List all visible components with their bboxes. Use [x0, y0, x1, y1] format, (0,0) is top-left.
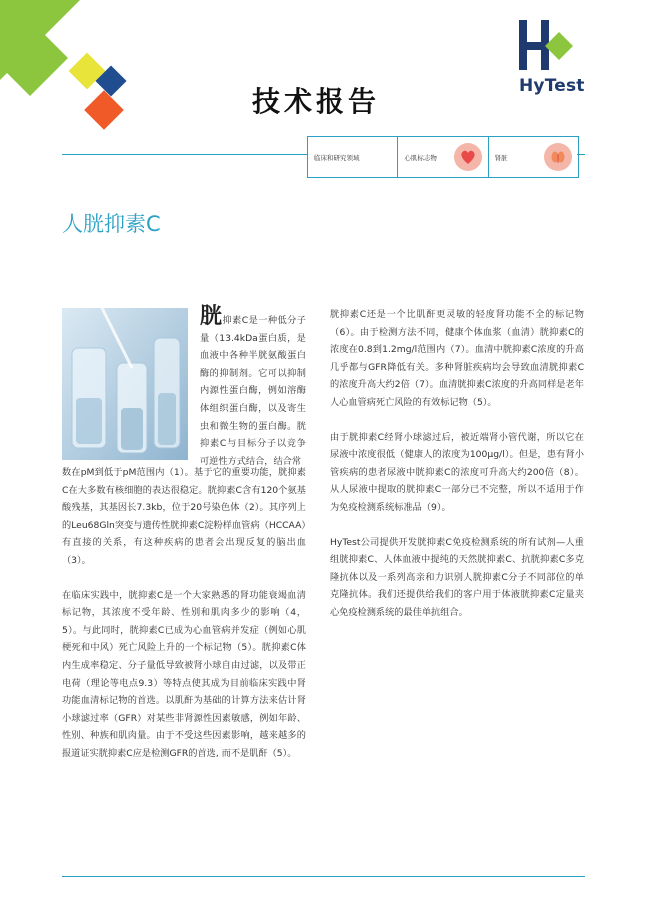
tab-kidney [489, 137, 578, 177]
section-heading: 人胱抑素C [62, 212, 161, 236]
paragraph: HyTest公司提供开发胱抑素C免疫检测系统的所有试剂—人重组胱抑素C、人体血液中提纯的天然胱抑素C、抗胱抑素C多克隆抗体以及一系列高亲和力识别人胱抑素C分子不同部位的单克隆抗体。我们还提供给我们的客户用于体液胱抑素C定量夹心免疫检测系统的最佳单抗组合。 [330, 536, 584, 618]
heart-icon [454, 143, 482, 171]
tab-label: 临床和研究领域 [314, 153, 360, 162]
right-column [330, 306, 584, 639]
footer-divider [62, 876, 585, 877]
header-divider [62, 154, 307, 155]
tab-label: 肾脏 [494, 153, 508, 162]
kidney-icon [544, 143, 572, 171]
category-tabs [307, 136, 579, 178]
tab-label: 心肌标志物 [404, 153, 437, 162]
logo-text: HyTest [519, 76, 585, 96]
paragraph: 在临床实践中，胱抑素C是一个大家熟悉的肾功能衰竭血清标记物，其浓度不受年龄、性别和肌肉多少的影响（4，5）。与此同时，胱抑素C已成为心血管病并发症（例如心肌梗死和中风）死亡风险上升的一个标记物（5）。胱抑素C体内生成率稳定、分子量低导致被肾小球自由过滤，以及带正电荷（理论等电点9.3）等特点使其成为目前临床实践中肾功能血清标记物的首选。以肌酐为基础的计算方法来估计肾小球滤过率（GFR）对某些非肾源性因素敏感，例如年龄、性别、种族和肌肉量。由于不受这些因素影响，越来越多的报道证实胱抑素C应是检测GFR的首选, 而不是肌酐（5）。 [62, 589, 306, 759]
page-title: 技术报告 [252, 85, 381, 118]
tab-clinical-research [308, 137, 398, 177]
corner-decoration [0, 0, 140, 140]
header-divider-right [577, 154, 585, 155]
intro-text: 抑素C是一种低分子量（13.4kDa蛋白质，是血液中各种半胱氨酸蛋白酶的抑制剂。它可以抑制内源性蛋白酶，例如溶酶体组织蛋白酶，以及寄生虫和微生物的蛋白酶。胱抑素C与目标分子以竞争可逆性方式结合，结合常 [200, 315, 306, 467]
paragraph: 数在pM到低于pM范围内（1）。基于它的重要功能，胱抑素C在大多数有核细胞的表达很稳定。胱抑素C含有120个氨基酸残基，其基因长7.3kb，位于20号染色体（2）。其序列上的Leu68Gln突变与遗传性胱抑素C淀粉样血管病（HCCAA）有直接的关系，有这种疾病的患者会出现反复的脑出血（3）。 [62, 467, 306, 566]
lab-glassware-photo [62, 308, 188, 460]
paragraph: 由于胱抑素C经肾小球滤过后，被近端肾小管代谢，所以它在尿液中浓度很低（健康人的浓度为100μg/l）。但是，患有肾小管疾病的患者尿液中胱抑素C的浓度可升高大约200倍（8）。从人尿液中提取的胱抑素C一部分已不完整，所以不适用于作为免疫检测系统标准品（9）。 [330, 431, 584, 513]
tab-cardiac-markers [398, 137, 488, 177]
paragraph: 胱抑素C还是一个比肌酐更灵敏的轻度肾功能不全的标记物（6）。由于检测方法不同，健康个体血浆（血清）胱抑素C的浓度在0.8到1.2mg/l范围内（7）。血清中胱抑素C浓度的升高几乎都与GFR降低有关。多种肾脏疾病均会导致血清胱抑素C的浓度升高大约2倍（7）。血清胱抑素C浓度的升高同样是老年人心血管病死亡风险的有效标记物（5）。 [330, 309, 584, 408]
drop-cap: 胱 [200, 304, 223, 329]
intro-float-text [200, 304, 306, 470]
left-column [62, 464, 306, 780]
